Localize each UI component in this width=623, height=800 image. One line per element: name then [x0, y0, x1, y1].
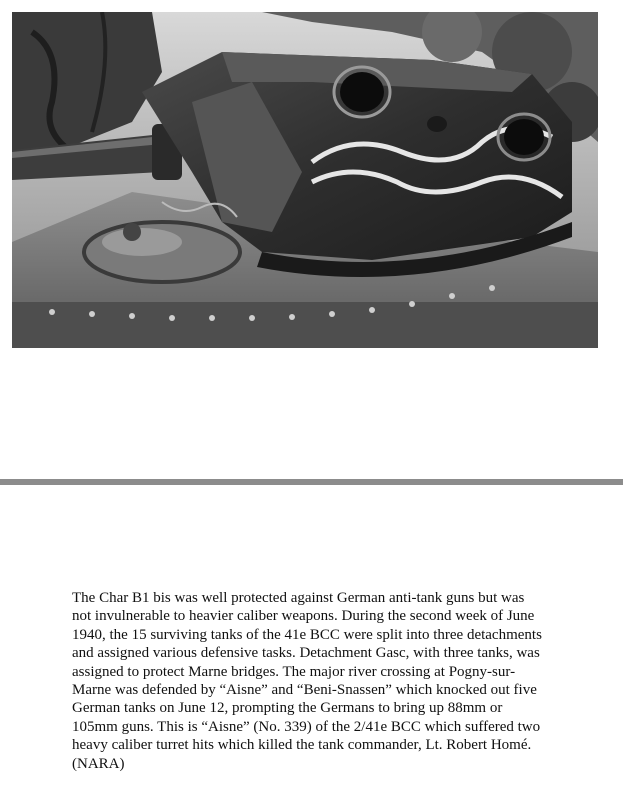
photo-caption: The Char B1 bis was well protected against German anti-tank guns but was not invulnerable to heavier caliber weapons. During the second week of June 1940, the 15 surviving tanks of the 41e BCC were split into three detachments and assigned various defensive tasks. Detachment Gasc, with three tanks, was assigned to protect Marne bridges. The major river crossing at Pogny-sur-Marne was defended by “Aisne” and “Beni-Snassen” which knocked out five German tanks on June 12, prompting the Germans to bring up 88mm or 105mm guns. This is “Aisne” (No. 339) of the 2/41e BCC which suffered two heavy caliber turret hits which killed the tank commander, Lt. Robert Homé. (NARA): [72, 590, 542, 772]
tank-turret-photo: [12, 12, 598, 348]
section-divider: [0, 479, 623, 485]
tank-photo-illustration: [12, 12, 598, 348]
